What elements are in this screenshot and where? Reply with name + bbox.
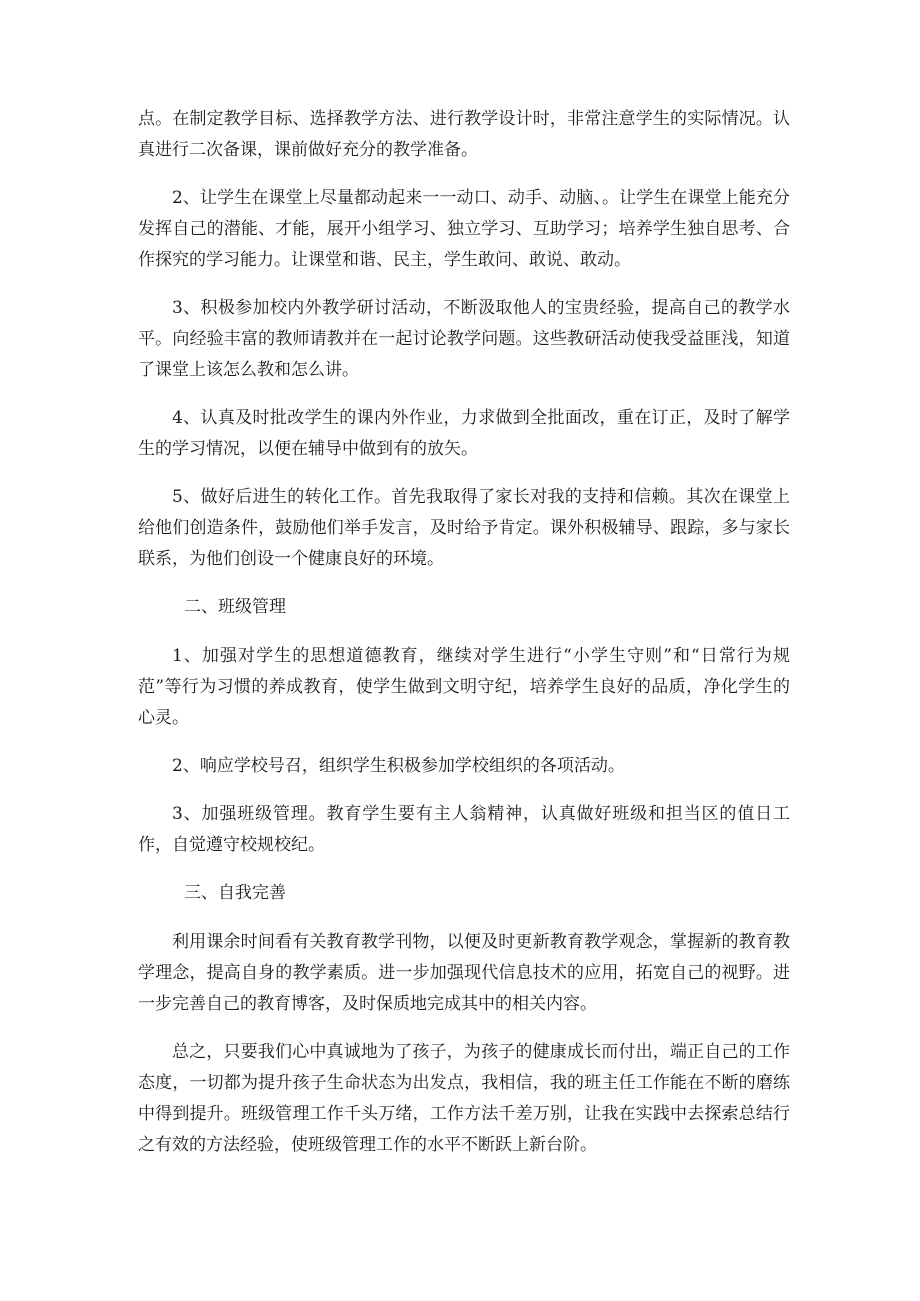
- section-heading-self-improvement: 三、自我完善: [184, 883, 286, 903]
- class-item-2: 2、响应学校号召，组织学生积极参加学校组织的各项活动。: [172, 756, 625, 776]
- teaching-item-4: 4、认真及时批改学生的课内外作业，力求做到全批面改，重在订正，及时了解学生的学习情况，以便在辅导中做到有的放矢。: [138, 408, 790, 459]
- continuation-paragraph: 点。在制定教学目标、选择教学方法、进行教学设计时，非常注意学生的实际情况。认真进行二次备课，课前做好充分的教学准备。: [138, 109, 790, 160]
- document-page: [138, 104, 790, 1178]
- class-item-1: 1、加强对学生的思想道德教育，继续对学生进行“小学生守则”和“日常行为规范”等行为习惯的养成教育，使学生做到文明守纪，培养学生良好的品质，净化学生的心灵。: [138, 646, 790, 728]
- section-heading-class-management: 二、班级管理: [184, 597, 286, 617]
- self-improvement-paragraph: 利用课余时间看有关教育教学刊物，以便及时更新教育教学观念，掌握新的教育教学理念，提高自身的教学素质。进一步加强现代信息技术的应用，拓宽自己的视野。进一步完善自己的教育博客，及时保质地完成其中的相关内容。: [138, 932, 790, 1014]
- teaching-item-3: 3、积极参加校内外教学研讨活动，不断汲取他人的宝贵经验，提高自己的教学水平。向经验丰富的教师请教并在一起讨论教学问题。这些教研活动使我受益匪浅，知道了课堂上该怎么教和怎么讲。: [138, 298, 790, 380]
- class-item-3: 3、加强班级管理。教育学生要有主人翁精神，认真做好班级和担当区的值日工作，自觉遵守校规校纪。: [138, 804, 790, 855]
- teaching-item-2: 2、让学生在课堂上尽量都动起来一一动口、动手、动脑、。让学生在课堂上能充分发挥自己的潜能、才能，展开小组学习、独立学习、互助学习；培养学生独自思考、合作探究的学习能力。让课堂和谐、民主，学生敢问、敢说、敢动。: [138, 188, 790, 270]
- conclusion-paragraph: 总之，只要我们心中真诚地为了孩子，为孩子的健康成长而付出，端正自己的工作态度，一切都为提升孩子生命状态为出发点，我相信，我的班主任工作能在不断的磨练中得到提升。班级管理工作千头万绪，工作方法千差万别，让我在实践中去探索总结行之有效的方法经验，使班级管理工作的水平不断跃上新台阶。: [138, 1042, 790, 1155]
- teaching-item-5: 5、做好后进生的转化工作。首先我取得了家长对我的支持和信赖。其次在课堂上给他们创造条件，鼓励他们举手发言，及时给予肯定。课外积极辅导、跟踪，多与家长联系，为他们创设一个健康良好的环境。: [138, 487, 790, 569]
